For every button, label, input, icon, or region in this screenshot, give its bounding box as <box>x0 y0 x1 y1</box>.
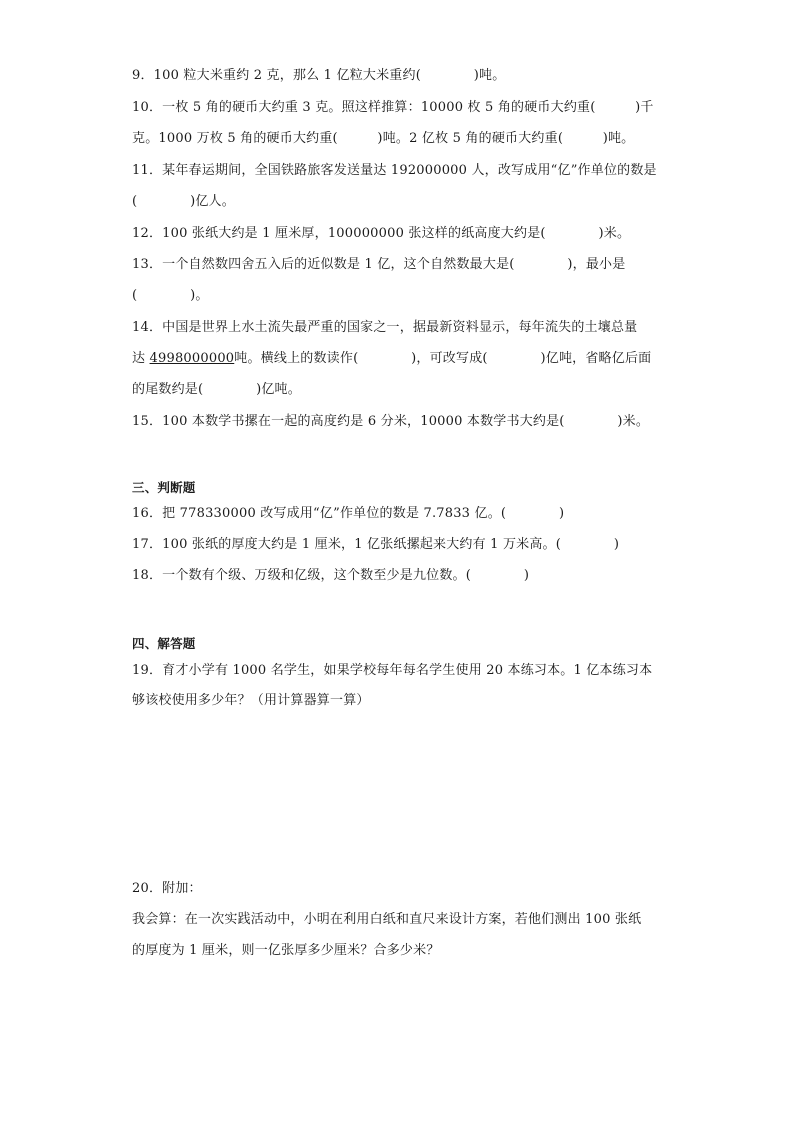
question-11-line-2: ( )亿人。 <box>132 194 235 209</box>
question-19-line-2: 够该校使用多少年？（用计算器算一算） <box>132 693 370 708</box>
question-18: 18．一个数有个级、万级和亿级，这个数至少是九位数。( ) <box>132 568 530 583</box>
question-11-line-1: 11．某年春运期间，全国铁路旅客发送量达 192000000 人，改写成用“亿”作单位的数是 <box>132 163 657 178</box>
question-10-line-2: 克。1000 万枚 5 角的硬币大约重( )吨。2 亿枚 5 角的硬币大约重( )吨。 <box>132 131 635 146</box>
question-14-line-3: 的尾数约是( )亿吨。 <box>132 382 301 397</box>
question-19-line-1: 19．育才小学有 1000 名学生，如果学校每年每名学生使用 20 本练习本。1 亿本练习本 <box>132 663 653 678</box>
question-12: 12．100 张纸大约是 1 厘米厚，100000000 张这样的纸高度大约是( )米。 <box>132 226 631 241</box>
question-15: 15．100 本数学书摞在一起的高度约是 6 分米，10000 本数学书大约是( )米。 <box>132 414 650 429</box>
question-20-line-2: 的厚度为 1 厘米，则一亿张厚多少厘米？合多少米？ <box>132 943 440 958</box>
question-16: 16．把 778330000 改写成用“亿”作单位的数是 7.7833 亿。( ) <box>132 506 565 521</box>
question-20-title: 20．附加： <box>132 881 202 896</box>
question-17: 17．100 张纸的厚度大约是 1 厘米，1 亿张纸摞起来大约有 1 万米高。( ) <box>132 537 620 552</box>
underlined-number: 4998000000 <box>149 351 235 366</box>
question-14-line-1: 14．中国是世界上水土流失最严重的国家之一，据最新资料显示，每年流失的土壤总量 <box>132 320 638 335</box>
question-10-line-1: 10．一枚 5 角的硬币大约重 3 克。照这样推算：10000 枚 5 角的硬币大约重( )千 <box>132 100 654 115</box>
question-14-prefix: 达 <box>132 351 150 366</box>
question-20-line-1: 我会算：在一次实践活动中，小明在利用白纸和直尺来设计方案，若他们测出 100 张纸 <box>132 912 642 927</box>
section-heading-judge: 三、判断题 <box>132 480 196 495</box>
question-13-line-2: ( )。 <box>132 288 209 303</box>
question-14-line-2 <box>132 349 672 369</box>
question-14-suffix: 吨。横线上的数读作( )，可改写成( )亿吨，省略亿后面 <box>234 351 652 366</box>
question-13-line-1: 13．一个自然数四舍五入后的近似数是 1 亿，这个自然数最大是( )，最小是 <box>132 257 626 272</box>
section-heading-solve: 四、解答题 <box>132 636 196 651</box>
question-9: 9．100 粒大米重约 2 克，那么 1 亿粒大米重约( )吨。 <box>132 68 506 83</box>
